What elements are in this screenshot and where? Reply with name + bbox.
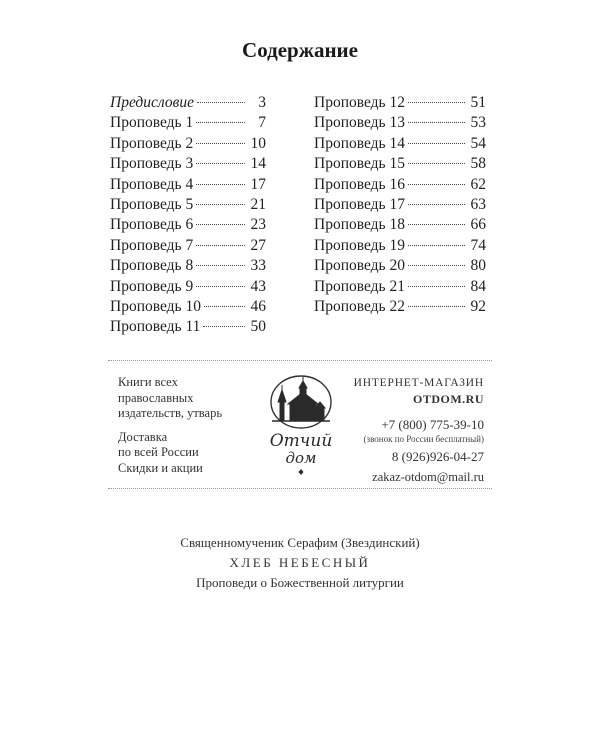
book-subtitle: Проповеди о Божественной литургии bbox=[196, 575, 404, 590]
toc-entry-label: Проповедь 13 bbox=[314, 114, 405, 132]
toc-entry[interactable] bbox=[314, 114, 486, 134]
otchiy-dom-logo bbox=[262, 368, 340, 478]
toc-entry-label: Проповедь 9 bbox=[110, 277, 194, 295]
toc-entry-label: Проповедь 17 bbox=[314, 195, 405, 213]
toc-entry[interactable] bbox=[314, 196, 486, 216]
toc-leader-dots bbox=[408, 224, 465, 225]
toc-leader-dots bbox=[408, 265, 465, 266]
toc-entry[interactable] bbox=[314, 278, 486, 298]
toc-entry-label: Предисловие bbox=[110, 94, 194, 111]
toc-entry-label: Проповедь 18 bbox=[314, 216, 405, 234]
toc-entry-page: 62 bbox=[470, 175, 486, 193]
diamond-icon bbox=[299, 469, 304, 475]
toc-entry-page: 27 bbox=[250, 236, 266, 254]
ad-left-text bbox=[118, 375, 268, 476]
toc-left-column bbox=[110, 94, 266, 339]
toc-entry[interactable] bbox=[110, 278, 266, 298]
book-title: ХЛЕБ НЕБЕСНЫЙ bbox=[229, 555, 371, 570]
toc-leader-dots bbox=[196, 265, 245, 266]
toc-entry-label: Проповедь 22 bbox=[314, 297, 405, 315]
toc-entry-label: Проповедь 19 bbox=[314, 236, 405, 254]
toc-entry[interactable] bbox=[110, 196, 266, 216]
toc-leader-dots bbox=[408, 204, 465, 205]
toc-entry[interactable] bbox=[110, 237, 266, 257]
toc-entry-page: 84 bbox=[470, 277, 486, 295]
toc-entry-label: Проповедь 3 bbox=[110, 155, 194, 173]
toc-entry[interactable] bbox=[110, 155, 266, 175]
book-info bbox=[0, 533, 600, 593]
toc-entry-label: Проповедь 20 bbox=[314, 257, 405, 275]
toc-entry[interactable] bbox=[314, 155, 486, 175]
toc-leader-dots bbox=[408, 245, 465, 246]
toc-right-column bbox=[314, 94, 486, 318]
toc-entry-page: 21 bbox=[250, 195, 266, 213]
toc-leader-dots bbox=[196, 224, 245, 225]
toc-entry[interactable] bbox=[110, 114, 266, 134]
toc-leader-dots bbox=[408, 306, 465, 307]
toc-leader-dots bbox=[196, 245, 245, 246]
toc-leader-dots bbox=[196, 184, 245, 185]
toc-entry[interactable] bbox=[314, 257, 486, 277]
toc-entry-label: Проповедь 10 bbox=[110, 297, 201, 315]
ad-books-text: Книги всех православных издательств, утварь bbox=[118, 375, 223, 420]
toc-leader-dots bbox=[408, 163, 465, 164]
phone-mobile[interactable]: 8 (926)926-04-27 bbox=[391, 449, 484, 464]
toc-entry-label: Проповедь 15 bbox=[314, 155, 405, 173]
toc-entry-page: 10 bbox=[250, 134, 266, 152]
toc-entry[interactable] bbox=[314, 237, 486, 257]
toc-entry[interactable] bbox=[314, 135, 486, 155]
email-link[interactable]: zakaz-otdom@mail.ru bbox=[372, 470, 484, 484]
toc-entry-page: 80 bbox=[470, 257, 486, 275]
toc-entry-label: Проповедь 1 bbox=[110, 114, 194, 132]
ad-bottom-divider bbox=[108, 488, 492, 489]
toc-entry-label: Проповедь 4 bbox=[110, 175, 194, 193]
toc-entry-page: 54 bbox=[470, 134, 486, 152]
toc-entry-label: Проповедь 8 bbox=[110, 257, 194, 275]
toc-entry-page: 46 bbox=[250, 297, 266, 315]
toc-leader-dots bbox=[203, 326, 245, 327]
toc-entry-page: 63 bbox=[470, 195, 486, 213]
toc-entry-page: 53 bbox=[470, 114, 486, 132]
toc-entry[interactable] bbox=[110, 216, 266, 236]
toc-leader-dots bbox=[408, 122, 465, 123]
toc-entry[interactable] bbox=[110, 257, 266, 277]
toc-entry[interactable] bbox=[314, 216, 486, 236]
toc-leader-dots bbox=[196, 143, 245, 144]
toc-entry-page: 51 bbox=[470, 94, 486, 111]
toc-entry-page: 33 bbox=[250, 257, 266, 275]
toc-leader-dots bbox=[196, 204, 245, 205]
toc-entry-page: 7 bbox=[258, 114, 266, 132]
toc-leader-dots bbox=[196, 286, 245, 287]
phone-tollfree[interactable]: +7 (800) 775-39-10 bbox=[381, 417, 484, 432]
toc-entry-page: 58 bbox=[470, 155, 486, 173]
toc-entry[interactable] bbox=[110, 298, 266, 318]
shop-label: ИНТЕРНЕТ-МАГАЗИН bbox=[353, 377, 484, 389]
ad-right-text bbox=[344, 375, 484, 485]
site-link[interactable]: OTDOM.RU bbox=[413, 392, 484, 406]
toc-entry-page: 3 bbox=[258, 94, 266, 111]
toc-entry-label: Проповедь 21 bbox=[314, 277, 405, 295]
toc-entry-label: Проповедь 14 bbox=[314, 134, 405, 152]
toc-entry-label: Проповедь 6 bbox=[110, 216, 194, 234]
toc-entry-label: Проповедь 5 bbox=[110, 195, 194, 213]
toc-entry[interactable] bbox=[110, 176, 266, 196]
toc-entry-page: 92 bbox=[470, 297, 486, 315]
toc-leader-dots bbox=[197, 102, 245, 103]
logo-word-1: Отчий bbox=[269, 431, 333, 451]
logo-word-2: дом bbox=[285, 449, 317, 467]
toc-entry[interactable] bbox=[110, 318, 266, 338]
toc-entry-label: Проповедь 2 bbox=[110, 134, 194, 152]
toc-entry-label: Проповедь 16 bbox=[314, 175, 405, 193]
toc-entry[interactable] bbox=[110, 135, 266, 155]
toc-entry-page: 66 bbox=[470, 216, 486, 234]
toc-entry[interactable] bbox=[314, 298, 486, 318]
toc-leader-dots bbox=[204, 306, 245, 307]
toc-entry-label: Проповедь 7 bbox=[110, 236, 194, 254]
toc-leader-dots bbox=[196, 122, 245, 123]
book-author: Священномученик Серафим (Звездинский) bbox=[180, 535, 420, 550]
toc-entry[interactable] bbox=[314, 94, 486, 114]
toc-title: Содержание bbox=[242, 38, 358, 62]
toc-leader-dots bbox=[408, 184, 465, 185]
toc-entry-label: Проповедь 12 bbox=[314, 94, 405, 111]
toc-entry[interactable] bbox=[110, 94, 266, 114]
toc-entry-page: 50 bbox=[250, 318, 266, 336]
toc-entry-page: 74 bbox=[470, 236, 486, 254]
ad-top-divider bbox=[108, 360, 492, 361]
ad-delivery-text: Доставка по всей России Скидки и акции bbox=[118, 429, 203, 475]
phone-note: (звонок по России бесплатный) bbox=[363, 434, 484, 444]
toc-entry-page: 14 bbox=[250, 155, 266, 173]
toc-leader-dots bbox=[408, 102, 465, 103]
toc-leader-dots bbox=[408, 143, 465, 144]
toc-entry-page: 23 bbox=[250, 216, 266, 234]
toc-entry-page: 17 bbox=[250, 175, 266, 193]
toc-entry[interactable] bbox=[314, 176, 486, 196]
toc-leader-dots bbox=[408, 286, 465, 287]
toc-entry-page: 43 bbox=[250, 277, 266, 295]
toc-leader-dots bbox=[196, 163, 245, 164]
toc-entry-label: Проповедь 11 bbox=[110, 318, 201, 336]
